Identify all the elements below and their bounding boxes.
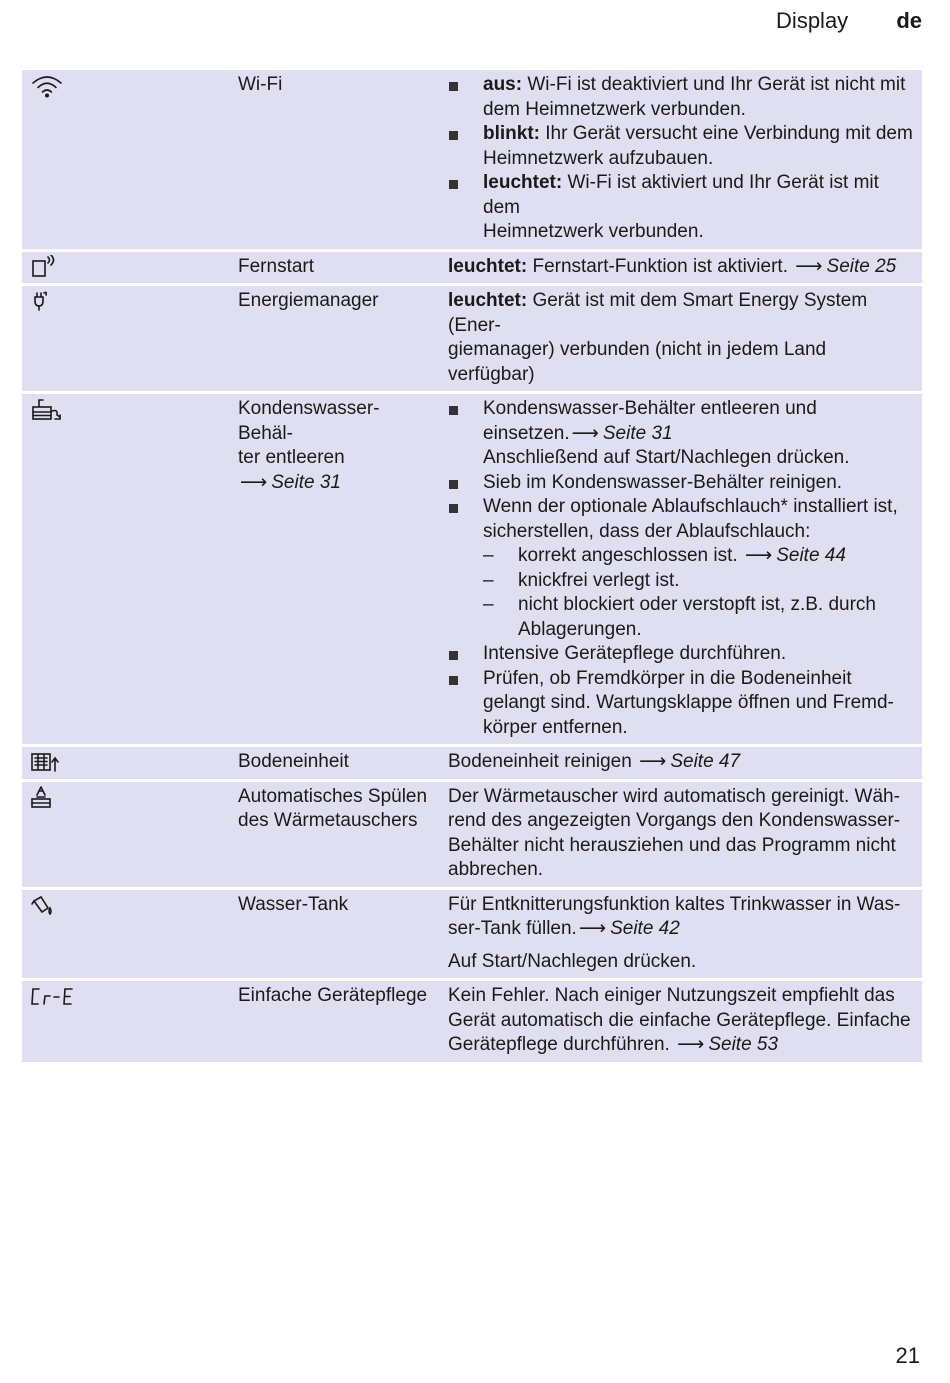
item-text: nicht blockiert oder verstopft ist, z.B. durch [518, 594, 876, 615]
symbol-description [448, 286, 922, 391]
status-keyword: leuchtet: [448, 290, 528, 311]
list-item [448, 471, 914, 496]
symbol-name [238, 785, 434, 834]
item-text: Gerät ist mit dem Smart Energy System (Ener- [448, 290, 868, 336]
table-row-energiemanager [22, 286, 922, 394]
table-row-wifi [22, 70, 922, 252]
table-row-bodeneinheit [22, 747, 922, 782]
item-text: Kondenswasser-Behälter entleeren und [483, 398, 817, 419]
item-text: Heimnetzwerk aufzubauen. [483, 147, 714, 169]
status-keyword: blinkt: [483, 123, 540, 144]
item-text: Für Entknitterungsfunktion kaltes Trinkwasser in Was- [448, 893, 901, 915]
list-item [448, 73, 914, 122]
table-row-kondenswasser [22, 394, 922, 747]
item-text: Wi-Fi ist deaktiviert und Ihr Gerät ist nicht mit [522, 74, 906, 95]
status-keyword: leuchtet: [448, 255, 528, 277]
symbol-description [448, 890, 922, 979]
page-reference-link[interactable]: Seite 44 [776, 545, 846, 566]
page-number: 21 [895, 1343, 920, 1368]
arrow-right-icon: ⟶ [571, 422, 599, 444]
item-text: knickfrei verlegt ist. [518, 569, 680, 591]
item-text: Ablagerungen. [518, 618, 642, 640]
item-text: Wenn der optionale Ablaufschlauch* installiert ist, [483, 496, 898, 517]
name-text: des Wärmetauschers [238, 810, 418, 831]
status-keyword: aus: [483, 74, 523, 95]
table-row-fernstart [22, 252, 922, 287]
item-text: Heimnetzwerk verbunden. [483, 221, 704, 242]
item-text: Intensive Gerätepflege durchführen. [483, 643, 787, 664]
symbol-name: Fernstart [238, 255, 315, 277]
page-header [776, 8, 922, 34]
symbol-name: Bodeneinheit [238, 751, 349, 772]
item-text: rend des angezeigten Vorgangs den Kondenswasser- [448, 810, 901, 831]
item-text: Kein Fehler. Nach einiger Nutzungszeit empfiehlt das [448, 985, 895, 1006]
item-text: körper entfernen. [483, 716, 628, 738]
symbol-description [448, 70, 922, 249]
item-text: Auf Start/Nachlegen drücken. [448, 950, 697, 972]
remote-start-icon [30, 255, 70, 279]
item-text: Prüfen, ob Fremdkörper in die Bodeneinheit [483, 667, 852, 689]
list-item [448, 495, 914, 544]
symbol-name: Wasser-Tank [238, 893, 349, 915]
page-reference-link[interactable]: Seite 47 [670, 751, 741, 772]
page-reference-link[interactable]: Seite 42 [610, 918, 680, 939]
symbol-name: Wi-Fi [238, 74, 283, 95]
arrow-right-icon: ⟶ [639, 751, 667, 772]
list-item [448, 642, 914, 667]
item-text: gelangt sind. Wartungsklappe öffnen und Fremd- [483, 692, 894, 713]
list-item [448, 171, 914, 245]
sub-list-item [448, 569, 914, 594]
name-text: ter entleeren [238, 447, 345, 468]
item-text: korrekt angeschlossen ist. [518, 545, 738, 566]
item-text: Der Wärmetauscher wird automatisch gereinigt. Wäh- [448, 785, 900, 807]
item-text: einsetzen. [483, 422, 570, 444]
symbol-description [448, 747, 922, 779]
table-row-automatisches-spuelen [22, 782, 922, 890]
symbol-description [448, 394, 922, 744]
energy-manager-icon [30, 289, 70, 313]
item-text: abbrechen. [448, 859, 544, 880]
heat-exchanger-rinse-icon [30, 785, 70, 809]
item-text: sicherstellen, dass der Ablaufschlauch: [483, 520, 811, 542]
item-text: Ihr Gerät versucht eine Verbindung mit dem [540, 123, 913, 144]
symbol-name: Energiemanager [238, 290, 379, 311]
symbol-name [238, 397, 434, 495]
status-keyword: leuchtet: [483, 172, 563, 193]
item-text: Sieb im Kondenswasser-Behälter reinigen. [483, 471, 843, 493]
name-text: Automatisches Spülen [238, 785, 428, 807]
section-title: Display [776, 8, 849, 33]
arrow-right-icon: ⟶ [744, 545, 773, 566]
symbol-description [448, 981, 922, 1062]
item-text: dem Heimnetzwerk verbunden. [483, 98, 746, 120]
symbol-description [448, 252, 922, 284]
symbol-description [448, 782, 922, 887]
condensate-container-icon [30, 397, 70, 421]
water-tank-icon [30, 893, 70, 917]
page-reference-link[interactable]: Seite 25 [826, 255, 897, 277]
item-text: Behälter nicht herausziehen und das Programm nicht [448, 834, 896, 856]
table-row-wasser-tank [22, 890, 922, 982]
arrow-right-icon: ⟶ [240, 471, 268, 493]
page-reference-link[interactable]: Seite 31 [602, 422, 673, 444]
display-symbols-table [22, 70, 922, 1065]
list-item [448, 122, 914, 171]
symbol-name: Einfache Gerätepflege [238, 985, 428, 1006]
item-text: Bodeneinheit reinigen [448, 751, 632, 772]
item-text: Wi-Fi ist aktiviert und Ihr Gerät ist mit dem [483, 172, 879, 218]
language-code: de [896, 8, 922, 33]
item-text: Gerät automatisch die einfache Gerätepflege. Einfache [448, 1009, 911, 1031]
arrow-right-icon: ⟶ [795, 255, 823, 277]
list-item [448, 667, 914, 741]
item-text: Gerätepflege durchführen. [448, 1034, 670, 1055]
name-text: Kondenswasser-Behäl- [238, 398, 380, 444]
table-row-einfache-geraetepflege [22, 981, 922, 1065]
arrow-right-icon: ⟶ [677, 1034, 705, 1055]
arrow-right-icon: ⟶ [578, 918, 607, 939]
sub-list-item [448, 593, 914, 642]
sub-list-item [448, 544, 914, 569]
page-reference-link[interactable]: Seite 31 [271, 471, 341, 493]
cre-display-code [30, 984, 70, 1008]
item-text: Anschließend auf Start/Nachlegen drücken. [483, 447, 850, 468]
item-text: giemanager) verbunden (nicht in jedem Land verfügbar) [448, 339, 827, 385]
item-text: ser-Tank füllen. [448, 918, 577, 939]
page-reference-link[interactable]: Seite 53 [708, 1034, 779, 1055]
list-item [448, 397, 914, 471]
item-text: Fernstart-Funktion ist aktiviert. [527, 255, 788, 277]
wifi-icon [30, 73, 70, 97]
base-unit-icon [30, 750, 70, 774]
